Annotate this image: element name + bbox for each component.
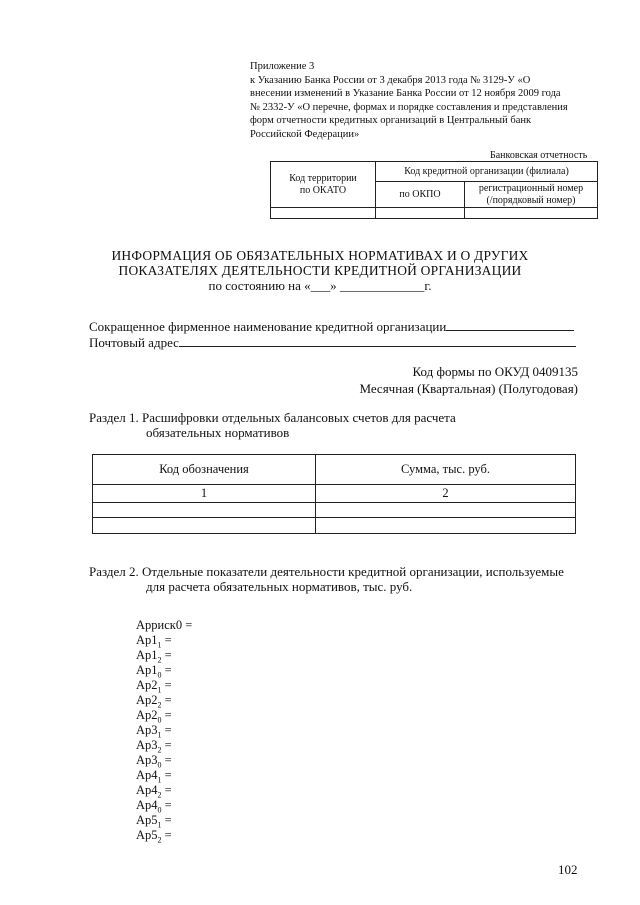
appendix-line: Российской Федерации» xyxy=(250,128,360,140)
org-codes-table xyxy=(270,161,598,219)
okato-header-cell xyxy=(271,162,376,208)
bank-report-label: Банковская отчетность xyxy=(490,150,588,161)
okato-value-cell[interactable] xyxy=(271,208,376,219)
section2-title-line2: для расчета обязательных нормативов, тыс. руб. xyxy=(146,579,413,594)
short-name-row xyxy=(89,318,574,335)
postal-address-label: Почтовый адрес xyxy=(89,335,179,350)
regnum-header-cell xyxy=(465,182,598,208)
list-item: $Ар1_0$ = xyxy=(136,663,172,680)
appendix-line: № 2332-У «О перечне, формах и порядке составления и представления xyxy=(250,101,568,113)
section2-title xyxy=(89,564,564,594)
list-item: $Ар1_1$ = xyxy=(136,633,172,650)
appendix-block xyxy=(250,60,590,141)
title-line1: ИНФОРМАЦИЯ ОБ ОБЯЗАТЕЛЬНЫХ НОРМАТИВАХ И О ДРУГИХ xyxy=(111,248,529,263)
list-item: $Ар4_1$ = xyxy=(136,768,172,785)
appendix-line: Приложение 3 xyxy=(250,61,315,72)
list-item: $Ар3_2$ = xyxy=(136,738,172,755)
list-item: $Ар3_0$ = xyxy=(136,753,172,770)
table-cell[interactable] xyxy=(93,503,316,518)
col1-header: Код обозначения xyxy=(93,455,316,485)
okato-header-line2: по ОКАТО xyxy=(299,184,347,196)
regnum-header-line2: (/порядковый номер) xyxy=(486,194,576,206)
title-line2: ПОКАЗАТЕЛЯХ ДЕЯТЕЛЬНОСТИ КРЕДИТНОЙ ОРГАНИЗАЦИИ xyxy=(118,263,522,278)
table-cell[interactable] xyxy=(316,518,576,534)
org-code-header: Код кредитной организации (филиала) xyxy=(376,162,598,182)
list-item: $Ар3_1$ = xyxy=(136,723,172,740)
short-name-label: Сокращенное фирменное наименование кредитной организации xyxy=(89,319,447,334)
section1-title xyxy=(89,410,456,440)
document-title xyxy=(0,248,640,278)
table-cell[interactable] xyxy=(93,518,316,534)
section1-title-line1: Раздел 1. Расшифровки отдельных балансовых счетов для расчета xyxy=(89,410,456,425)
list-item: $Ар1_2$ = xyxy=(136,648,172,665)
list-item: $Ар5_2$ = xyxy=(136,828,172,845)
okud-code: Код формы по ОКУД 0409135 xyxy=(412,364,578,379)
list-item: $Ар5_1$ = xyxy=(136,813,172,830)
variables-list xyxy=(136,618,192,843)
as-of-date: по состоянию на «___» _____________г. xyxy=(208,278,432,293)
section1-title-line2: обязательных нормативов xyxy=(146,425,290,440)
col1-number: 1 xyxy=(93,485,316,503)
appendix-line: форм отчетности кредитных организаций в Центральный банк xyxy=(250,115,532,126)
list-item: $Ар2_0$ = xyxy=(136,708,172,725)
list-item: $Ар4_2$ = xyxy=(136,783,172,800)
okato-header-line1: Код территории xyxy=(289,173,357,184)
appendix-line: внесении изменений в Указание Банка России от 12 ноября 2009 года xyxy=(250,88,561,99)
postal-address-field[interactable] xyxy=(179,334,576,347)
list-item: $Ар2_1$ = xyxy=(136,678,172,695)
periodicity: Месячная (Квартальная) (Полугодовая) xyxy=(359,381,578,396)
okpo-header: по ОКПО xyxy=(376,182,465,208)
appendix-line: к Указанию Банка России от 3 декабря 2013 года № 3129-У «О xyxy=(250,74,531,86)
list-item: $Ар4_0$ = xyxy=(136,798,172,815)
col2-number: 2 xyxy=(316,485,576,503)
list-item: Арриск0 = xyxy=(136,618,193,632)
section1-table xyxy=(92,454,576,534)
page-number: 102 xyxy=(558,862,578,877)
col2-header: Сумма, тыс. руб. xyxy=(316,455,576,485)
regnum-header-line1: регистрационный номер xyxy=(478,183,584,194)
table-cell[interactable] xyxy=(316,503,576,518)
short-name-field[interactable] xyxy=(446,318,574,331)
regnum-value-cell[interactable] xyxy=(465,208,598,219)
list-item: $Ар2_2$ = xyxy=(136,693,172,710)
okpo-value-cell[interactable] xyxy=(376,208,465,219)
section2-title-line1: Раздел 2. Отдельные показатели деятельности кредитной организации, используемые xyxy=(89,564,564,579)
postal-address-row xyxy=(89,334,576,351)
